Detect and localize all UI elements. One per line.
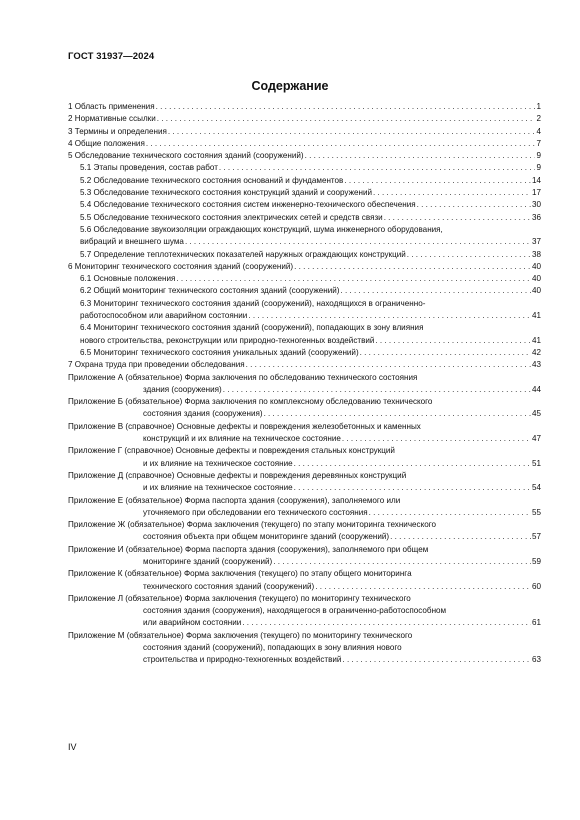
toc-page-number: 63 xyxy=(531,655,541,665)
toc-entry-title: 2 Нормативные ссылки xyxy=(68,114,156,124)
toc-entry-title-line: 5.6 Обследование звукоизоляции ограждающих конструкций, шума инженерного оборудования, xyxy=(80,224,443,234)
dot-leader xyxy=(373,187,531,199)
dot-leader xyxy=(342,433,531,445)
toc-page-number: 38 xyxy=(531,249,541,259)
toc-entry[interactable] xyxy=(68,433,541,445)
toc-page-number: 30 xyxy=(531,200,541,210)
dot-leader xyxy=(305,150,536,162)
toc-entry-title: состояния здания (сооружения) xyxy=(143,409,263,419)
toc-entry-title-line: Приложение Б (обязательное) Форма заключения по комплексному обследованию технического xyxy=(68,397,433,407)
toc-entry[interactable] xyxy=(68,212,541,224)
dot-leader xyxy=(168,126,536,138)
dot-leader xyxy=(344,175,531,187)
toc-entry[interactable] xyxy=(68,654,541,666)
toc-page-number: 55 xyxy=(531,507,541,517)
toc-entry-title-line: Приложение Д (справочное) Основные дефекты и повреждения деревянных конструкций xyxy=(68,470,407,480)
dot-leader xyxy=(384,212,531,224)
toc-page-number: 37 xyxy=(531,237,541,247)
toc-entry[interactable] xyxy=(68,113,541,125)
dot-leader xyxy=(157,113,536,125)
dot-leader xyxy=(146,138,536,150)
toc-entry[interactable] xyxy=(68,335,541,347)
toc-entry-title-line: Приложение Ж (обязательное) Форма заключения (текущего) по этапу мониторинга технического xyxy=(68,520,436,530)
toc-entry[interactable] xyxy=(68,273,541,285)
toc-entry[interactable] xyxy=(68,507,541,519)
toc-entry-title: работоспособном или аварийном состоянии xyxy=(80,311,248,321)
toc-page-number: 44 xyxy=(531,384,541,394)
toc-page-number: 4 xyxy=(536,126,541,136)
toc-page-number: 43 xyxy=(531,360,541,370)
toc-entry-title: 5.2 Обследование технического состояния оснований и фундаментов xyxy=(80,175,344,185)
toc-entry[interactable] xyxy=(68,187,541,199)
toc-entry[interactable] xyxy=(68,285,541,297)
toc-entry-title-line: состояния здания (сооружения), находящегося в ограниченно-работоспособном xyxy=(143,606,447,616)
toc-entry-title-line: Приложение В (справочное) Основные дефекты и повреждения железобетонных и каменных xyxy=(68,421,421,431)
toc-entry-title-line: Приложение И (обязательное) Форма паспорта здания (сооружения), заполняемого при общем xyxy=(68,544,429,554)
toc-page-number: 9 xyxy=(536,151,541,161)
dot-leader xyxy=(417,199,531,211)
toc-entry[interactable] xyxy=(68,236,541,248)
toc-entry-title: 3 Термины и определения xyxy=(68,126,167,136)
toc-page-number: 9 xyxy=(536,163,541,173)
toc-entry[interactable] xyxy=(68,175,541,187)
toc-entry[interactable] xyxy=(68,199,541,211)
toc-entry[interactable] xyxy=(68,126,541,138)
toc-entry-title: конструкций и их влияние на техническое состояние xyxy=(143,434,341,444)
toc-page-number: 36 xyxy=(531,212,541,222)
toc-entry-title: и их влияние на техническое состояние xyxy=(143,483,293,493)
dot-leader xyxy=(407,249,531,261)
toc-entry-title: 5.7 Определение теплотехнических показателей наружных ограждающих конструкций xyxy=(80,249,406,259)
toc-entry-title: 5.5 Обследование технического состояния электрических сетей и средств связи xyxy=(80,212,383,222)
dot-leader xyxy=(264,408,531,420)
dot-leader xyxy=(294,261,531,273)
toc-page-number: 41 xyxy=(531,335,541,345)
toc-entry-title-line: Приложение Л (обязательное) Форма заключения (текущего) по мониторингу технического xyxy=(68,593,411,603)
toc-entry-title-line: Приложение А (обязательное) Форма заключения по обследованию технического состояния xyxy=(68,372,418,382)
toc-page-number: 60 xyxy=(531,581,541,591)
standard-header: ГОСТ 31937—2024 xyxy=(68,51,155,62)
toc-page-number: 57 xyxy=(531,532,541,542)
dot-leader xyxy=(294,458,531,470)
toc-page-number: 59 xyxy=(531,556,541,566)
toc-page-number: 42 xyxy=(531,347,541,357)
toc-entry-title: строительства и природно-техногенных воздействий xyxy=(143,655,342,665)
dot-leader xyxy=(315,581,531,593)
toc-entry-title-line: состояния зданий (сооружений), попадающих в зону влияния нового xyxy=(143,643,402,653)
toc-entry[interactable] xyxy=(68,138,541,150)
toc-entry[interactable] xyxy=(68,249,541,261)
toc-entry-title: нового строительства, реконструкции или природно-техногенных воздействий xyxy=(80,335,375,345)
toc-page-number: 14 xyxy=(531,175,541,185)
toc-entry[interactable] xyxy=(68,261,541,273)
toc-entry-title: уточняемого при обследовании его технического состояния xyxy=(143,507,368,517)
toc-entry[interactable] xyxy=(68,482,541,494)
toc-entry-title: мониторинге зданий (сооружений) xyxy=(143,556,273,566)
page-title: Содержание xyxy=(251,79,329,93)
toc-page-number: 40 xyxy=(531,261,541,271)
dot-leader xyxy=(246,359,531,371)
toc-entry-title: 6 Мониторинг технического состояния зданий (сооружений) xyxy=(68,261,294,271)
toc-entry-title: 7 Охрана труда при проведении обследования xyxy=(68,360,245,370)
toc-page-number: 61 xyxy=(531,618,541,628)
toc-page-number: 51 xyxy=(531,458,541,468)
toc-entry[interactable] xyxy=(68,458,541,470)
toc-entry[interactable] xyxy=(68,408,541,420)
toc-entry-title: 6.2 Общий мониторинг технического состояния зданий (сооружений) xyxy=(80,286,340,296)
toc-entry[interactable] xyxy=(68,556,541,568)
toc-entry[interactable] xyxy=(68,150,541,162)
toc-entry-title: 6.5 Мониторинг технического состояния уникальных зданий (сооружений) xyxy=(80,347,359,357)
toc-entry[interactable] xyxy=(68,581,541,593)
toc-entry[interactable] xyxy=(68,347,541,359)
toc-entry[interactable] xyxy=(68,101,541,113)
dot-leader xyxy=(342,654,531,666)
toc-entry-title-line: Приложение К (обязательное) Форма заключения (текущего) по этапу общего мониторинга xyxy=(68,569,412,579)
toc-page-number: 7 xyxy=(536,138,541,148)
toc-entry[interactable] xyxy=(68,384,541,396)
toc-entry[interactable] xyxy=(68,310,541,322)
toc-entry-title: здания (сооружения) xyxy=(143,384,222,394)
toc-page-number: 47 xyxy=(531,434,541,444)
page-number-footer: IV xyxy=(68,742,77,752)
dot-leader xyxy=(360,347,531,359)
toc-entry[interactable] xyxy=(68,359,541,371)
dot-leader xyxy=(156,101,536,113)
toc-page-number: 41 xyxy=(531,311,541,321)
dot-leader xyxy=(176,273,531,285)
dot-leader xyxy=(223,384,531,396)
toc-page-number: 45 xyxy=(531,409,541,419)
toc-entry-title-line: Приложение Г (справочное) Основные дефекты и повреждения стальных конструкций xyxy=(68,446,395,456)
toc-page-number: 1 xyxy=(536,102,541,111)
dot-leader xyxy=(340,285,531,297)
toc-entry[interactable] xyxy=(68,531,541,543)
toc-entry-title: технического состояния зданий (сооружений) xyxy=(143,581,315,591)
toc-entry-title-line: Приложение Е (обязательное) Форма паспорта здания (сооружения), заполняемого или xyxy=(68,495,401,505)
toc-entry-title: и их влияние на техническое состояние xyxy=(143,458,293,468)
dot-leader xyxy=(390,531,531,543)
toc-entry-title-line: Приложение М (обязательное) Форма заключения (текущего) по мониторингу технического xyxy=(68,630,413,640)
dot-leader xyxy=(242,617,531,629)
dot-leader xyxy=(219,162,536,174)
toc-entry-title: 5 Обследование технического состояния зданий (сооружений) xyxy=(68,151,304,161)
toc-entry-title: 4 Общие положения xyxy=(68,138,145,148)
dot-leader xyxy=(248,310,531,322)
toc-page-number: 54 xyxy=(531,483,541,493)
toc-entry[interactable] xyxy=(68,162,541,174)
toc-entry-title: вибраций и внешнего шума xyxy=(80,237,184,247)
toc-page-number: 40 xyxy=(531,286,541,296)
toc-entry-title: 5.4 Обследование технического состояния систем инженерно-технического обеспечения xyxy=(80,200,416,210)
toc-entry-title: 5.3 Обследование технического состояния конструкций зданий и сооружений xyxy=(80,188,373,198)
dot-leader xyxy=(375,335,531,347)
toc-page-number: 2 xyxy=(536,114,541,124)
toc-page-number: 17 xyxy=(531,188,541,198)
toc-entry-title: состояния объекта при общем мониторинге зданий (сооружений) xyxy=(143,532,390,542)
table-of-contents xyxy=(68,101,541,667)
dot-leader xyxy=(273,556,531,568)
toc-page-number: 40 xyxy=(531,274,541,284)
toc-entry-title: 5.1 Этапы проведения, состав работ xyxy=(80,163,218,173)
toc-entry-title-line: 6.3 Мониторинг технического состояния зданий (сооружений), находящихся в ограниченно- xyxy=(80,298,426,308)
toc-entry-title-line: 6.4 Мониторинг технического состояния зданий (сооружений), попадающих в зону влияния xyxy=(80,323,424,333)
toc-entry-title: или аварийном состоянии xyxy=(143,618,242,628)
toc-entry-title: 6.1 Основные положения xyxy=(80,274,176,284)
dot-leader xyxy=(369,507,531,519)
dot-leader xyxy=(185,236,531,248)
toc-entry-title: 1 Область применения xyxy=(68,102,155,111)
dot-leader xyxy=(294,482,531,494)
toc-entry[interactable] xyxy=(68,617,541,629)
